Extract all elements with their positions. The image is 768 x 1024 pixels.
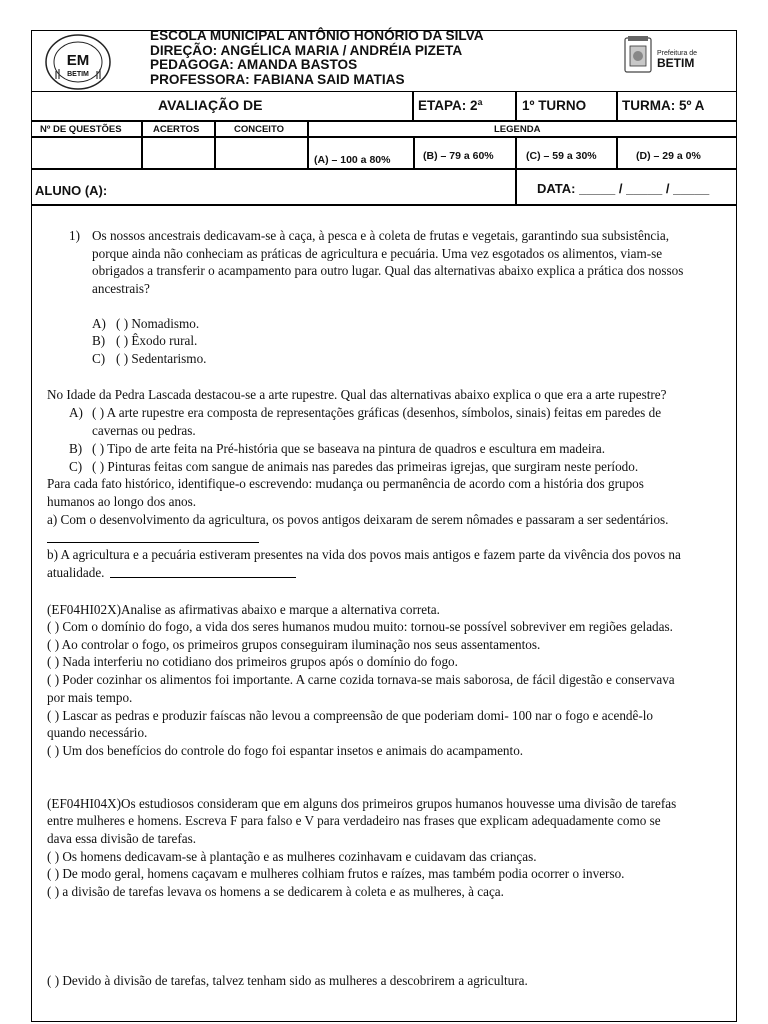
q3-answer-line-b[interactable] (110, 577, 296, 578)
q3-item-b-cont: atualidade. (47, 565, 105, 580)
score-divider (515, 137, 517, 169)
q4-stem: (EF04HI02X)Analise as afirmativas abaixo e marque a alternativa correta. (47, 602, 440, 617)
shift-label: 1º TURNO (522, 98, 587, 113)
q2-option-letter: C) (69, 459, 83, 474)
q1-option-letter: B) (92, 333, 106, 348)
col-concept: CONCEITO (234, 124, 284, 135)
q4-item-cont: quando necessário. (47, 725, 148, 740)
logo-right-big: BETIM (657, 56, 695, 70)
pedagogue: PEDAGOGA: AMANDA BASTOS (150, 57, 358, 73)
student-row-bottom (31, 204, 737, 206)
q4-item-cont: por mais tempo. (47, 690, 133, 705)
q5-item-last: ( ) Devido à divisão de tarefas, talvez tenham sido as mulheres a descobrirem a agricultura. (47, 973, 528, 988)
q4-item: ( ) Nada interferiu no cotidiano dos primeiros grupos após o domínio do fogo. (47, 654, 458, 669)
q1-line: obrigados a transferir o acampamento para outro lugar. Qual das alternativas abaixo explica a prática dos nossos (92, 263, 684, 278)
score-header-bottom (31, 136, 737, 138)
q4-item: ( ) Um dos benefícios do controle do fogo foi espantar insetos e animais do acampamento. (47, 743, 524, 758)
score-divider (616, 137, 618, 169)
q1-option-letter: A) (92, 316, 106, 331)
betim-logo (622, 34, 712, 86)
q1-number: 1) (69, 228, 80, 243)
q1-option-letter: C) (92, 351, 106, 366)
q1-line: ancestrais? (92, 281, 150, 296)
col-legend: LEGENDA (494, 124, 541, 135)
legend-b: (B) – 79 a 60% (423, 150, 494, 162)
info-divider (412, 92, 414, 121)
q3-item-a: a) Com o desenvolvimento da agricultura, os povos antigos deixaram de serem nômades e passaram a ser sedentários. (47, 512, 669, 527)
q2-option-b: ( ) Tipo de arte feita na Pré-história que se baseava na pintura de quadros e escultura em madeira. (92, 441, 606, 456)
evaluation-label: AVALIAÇÃO DE (158, 97, 263, 113)
school-logo (44, 33, 112, 91)
q3-stem: Para cada fato histórico, identifique-o escrevendo: mudança ou permanência de acordo com a história dos grupos (47, 476, 644, 491)
q3-stem: humanos ao longo dos anos. (47, 494, 197, 509)
col-hits: ACERTOS (153, 124, 200, 135)
q1-option-c: ( ) Sedentarismo. (116, 351, 207, 366)
q4-item: ( ) Ao controlar o fogo, os primeiros grupos conseguiram iluminação nos seus assentamentos. (47, 637, 541, 652)
q4-item: ( ) Lascar as pedras e produzir faíscas não levou a compreensão de que poderiam domi- 100 nar o fogo e acendê-lo (47, 708, 654, 723)
q4-item: ( ) Com o domínio do fogo, a vida dos seres humanos mudou muito: tornou-se possível sobreviver em regiões geladas. (47, 619, 673, 634)
student-label: ALUNO (A): (35, 183, 108, 198)
q2-stem: No Idade da Pedra Lascada destacou-se a arte rupestre. Qual das alternativas abaixo explica o que era a arte rupestre? (47, 387, 667, 402)
student-divider (515, 169, 517, 205)
q3-item-b: b) A agricultura e a pecuária estiveram presentes na vida dos povos mais antigos e fazem parte da vivência dos povos na (47, 547, 681, 562)
legend-d: (D) – 29 a 0% (636, 150, 701, 162)
legend-c: (C) – 59 a 30% (526, 150, 597, 162)
q5-stem: (EF04HI04X)Os estudiosos consideram que em alguns dos primeiros grupos humanos houvesse uma divisão de tarefas (47, 796, 677, 811)
info-row-bottom (31, 120, 737, 122)
q5-item: ( ) a divisão de tarefas levava os homens a se dedicarem à coleta e as mulheres, à caça. (47, 884, 504, 899)
header-text (150, 29, 484, 87)
stage-label: ETAPA: 2ª (418, 98, 483, 113)
logo-em-text: EM (66, 52, 90, 69)
score-divider (141, 121, 143, 169)
score-divider (413, 137, 415, 169)
date-field: DATA: _____ / _____ / _____ (537, 181, 710, 196)
direction: DIREÇÃO: ANGÉLICA MARIA / ANDRÉIA PIZETA (150, 42, 463, 58)
q3-answer-line-a[interactable] (47, 542, 259, 543)
q2-option-c: ( ) Pinturas feitas com sangue de animais nas paredes das primeiras igrejas, que surgiram neste período. (92, 459, 639, 474)
q5-stem: entre mulheres e homens. Escreva F para falso e V para verdadeiro nas frases que explicam adequadamente como se (47, 813, 661, 828)
q1-line: Os nossos ancestrais dedicavam-se à caça, à pesca e à coleta de frutas e vegetais, garantindo sua subsistência, (92, 228, 670, 243)
info-divider (515, 92, 517, 121)
q5-item: ( ) De modo geral, homens caçavam e mulheres colhiam frutos e raízes, mas também podia ocorrer o inverso. (47, 866, 625, 881)
school-name: ESCOLA MUNICIPAL ANTÔNIO HONÓRIO DA SILVA (150, 28, 484, 43)
q5-item: ( ) Os homens dedicavam-se à plantação e as mulheres cozinhavam e cuidavam das crianças. (47, 849, 537, 864)
q2-option-letter: B) (69, 441, 83, 456)
q1-option-b: ( ) Êxodo rural. (116, 333, 198, 348)
logo-right-small: Prefeitura de (657, 50, 698, 57)
legend-a: (A) – 100 a 80% (314, 154, 391, 166)
class-label: TURMA: 5º A (622, 98, 705, 113)
q2-option-a-cont: cavernas ou pedras. (92, 423, 196, 438)
q1-option-a: ( ) Nomadismo. (116, 316, 200, 331)
q5-stem: dava essa divisão de tarefas. (47, 831, 197, 846)
score-table-bottom (31, 168, 737, 170)
q1-line: porque ainda não conheciam as práticas de agricultura e pecuária. Uma vez esgotados os alimentos, viam-se (92, 246, 663, 261)
logo-em-sub: BETIM (67, 71, 89, 78)
q2-option-a: ( ) A arte rupestre era composta de representações gráficas (desenhos, símbolos, sinais) feitas em paredes de (92, 405, 662, 420)
info-divider (616, 92, 618, 121)
q4-item: ( ) Poder cozinhar os alimentos foi importante. A carne cozida tornava-se mais saborosa, de fácil digestão e conservava (47, 672, 675, 687)
col-questions: Nº DE QUESTÕES (40, 124, 122, 135)
teacher: PROFESSORA: FABIANA SAID MATIAS (150, 71, 405, 87)
score-divider (307, 121, 309, 169)
score-divider (214, 121, 216, 169)
q2-option-letter: A) (69, 405, 83, 420)
